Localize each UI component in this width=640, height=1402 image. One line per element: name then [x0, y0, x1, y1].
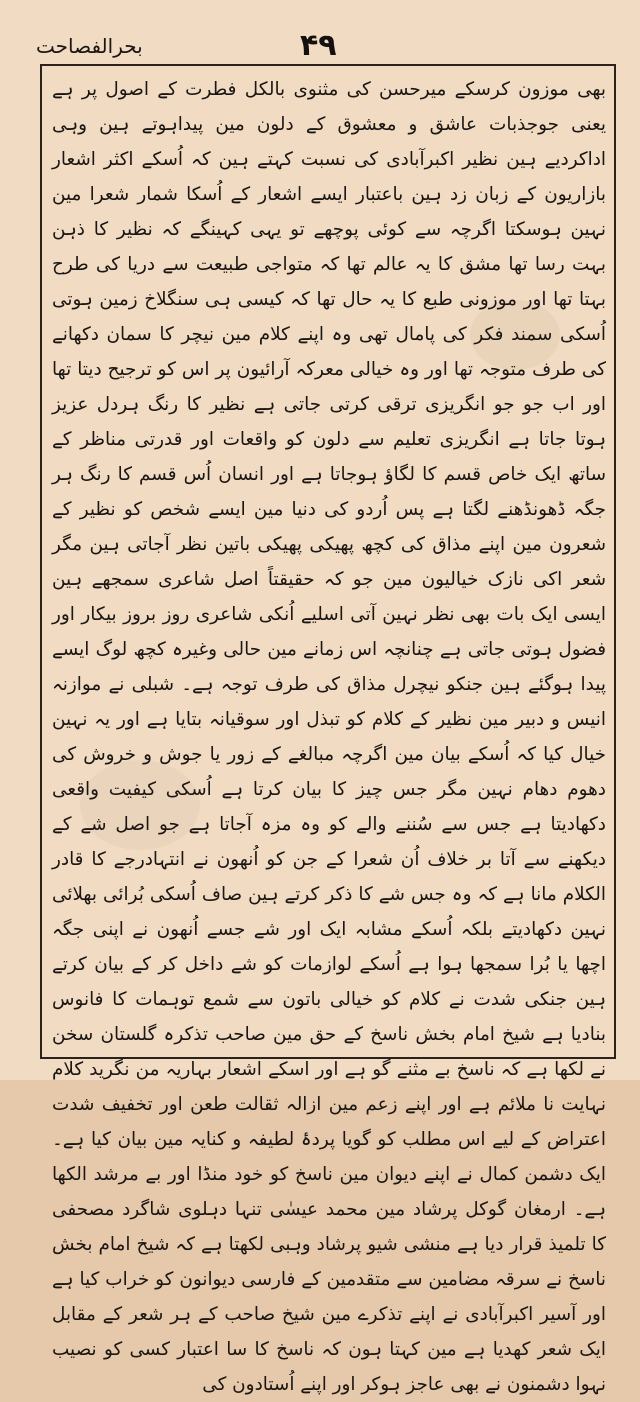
text-frame — [40, 64, 616, 1395]
body-text: بھی موزون کرسکے میرحسن کی مثنوی بالکل فطرت کے اصول پر ہے یعنی جوجذبات عاشق و معشوق کے دلون مین پیداہوتے ہین وہی اداکردیے ہین نظیر اکبرآبادی کی نسبت کہتے ہین کہ اُسکے اکثر اشعار بازاریون کے زبان زد ہین باعتبار ایسے اشعار کے اُسکا شمار شعرا مین نہین ہوسکتا اگرچہ سے کوئی پوچھے تو یہی کہینگے کہ نظیر کا ذہن بہت رسا تھا مشق کا یہ عالم تھا کہ متواجی طبیعت سے دریا کی طرح بہتا تھا اور موزونی طبع کا یہ حال تھا کہ کیسی ہی سنگلاخ زمین ہوتی اُسکی سمند فکر کی پامال تھی وہ اپنے کلام مین نیچر کا سمان دکھانے کی طرف متوجہ تھا اور وہ خیالی معرکہ آرائیون پر اس کو ترجیح دیتا تھا اور اب جو جو انگریزی ترقی کرتی جاتی ہے نظیر کا رنگ ہردل عزیز ہوتا جاتا ہے انگریزی تعلیم سے دلون کو واقعات اور قدرتی مناظر کے ساتھ ایک خاص قسم کا لگاؤ ہوجاتا ہے اور انسان اُس قسم کا رنگ ہر جگہ ڈھونڈھنے لگتا ہے پس اُردو کی دنیا مین ایسے شخص کو نظیر کے شعرون مین اپنے مذاق کی کچھ پھیکی پھیکی باتین نظر آجاتی ہین مگر شعر اکی نازک خیالیون مین جو کہ حقیقتاً اصل شاعری سمجھے ہین ایسی ایک بات بھی نظر نہین آتی اسلیے اُنکی شاعری روز بروز بیکار اور فضول ہوتی جاتی ہے چنانچہ اس زمانے مین حالی وغیرہ کچھ لوگ ایسے پیدا ہوگئے ہین جنکو نیچرل مذاق کی طرف توجہ ہے۔ شبلی نے موازنہ انیس و دبیر مین نظیر کے کلام کو تبذل اور سوقیانہ بتایا ہے اور یہ نہین خیال کیا کہ اُسکے بیان مین اگرچہ مبالغے کے زور یا جوش و خروش کی دھوم دھام نہین مگر جس چیز کا بیان کرتا ہے اُسکی کیفیت واقعی دکھادیتا ہے جس سے سُننے والے کو وہ مزہ آجاتا ہے جو اصل شے کے دیکھنے سے آتا بر خلاف اُن شعرا کے جن کو اُنھون نے انتہادرجے کا قادر الکلام مانا ہے کہ وہ جس شے کا ذکر کرتے ہین صاف اُسکی بُرائی بھلائی نہین دکھادیتے بلکہ اُسکے مشابہ ایک اور شے جسے اُنھون نے اپنی جگہ اچھا یا بُرا سمجھا ہوا ہے اُسکے لوازمات کو شے داخل کر کے بیان کرتے ہین جنکی شدت نے کلام کو خیالی باتون سے شمع توہمات کا فانوس بنادیا ہے شیخ امام بخش ناسخ کے حق مین صاحب تذکرہ گلستان سخن نے لکھا ہے کہ ناسخ بے مثنے گو ہے اور اسکے اشعار بہاریہ من نگرید کلام نہایت نا ملائم ہے اور اپنے زعم مین ازالہ ثقالت طعن اور تخفیف شدت اعتراض کے لیے اس مطلب کو گویا پردۂ لطیفہ و کنایہ مین بیان کیا ہے۔ ایک دشمن کمال نے اپنے دیوان مین ناسخ کو خود منڈا اور بے مرشد الکھا ہے۔ ارمغان گوکل پرشاد مین محمد عیسٰی تنہا دہلوی شاگرد مصحفی کا تلمیذ قرار دیا ہے منشی شیو پرشاد وہبی لکھتا ہے کہ شیخ امام بخش ناسخ نے سرقہ مضامین سے متقدمین کے فارسی دیوانون کو خراب کیا ہے اور آسیر اکبرآبادی نے اپنے تذکرے مین شیخ صاحب کے ہر شعر کے مقابل ایک شعر کھدیا ہے مین کہتا ہون کہ ناسخ کا سا اعتبار کسی کو نصیب نہوا دشمنون نے بھی عاجز ہوکر اور اپنے اُستادون کی — [52, 79, 606, 1395]
running-head: بحرالفصاحت — [36, 34, 143, 58]
page-number: ۴۹ — [300, 28, 337, 63]
